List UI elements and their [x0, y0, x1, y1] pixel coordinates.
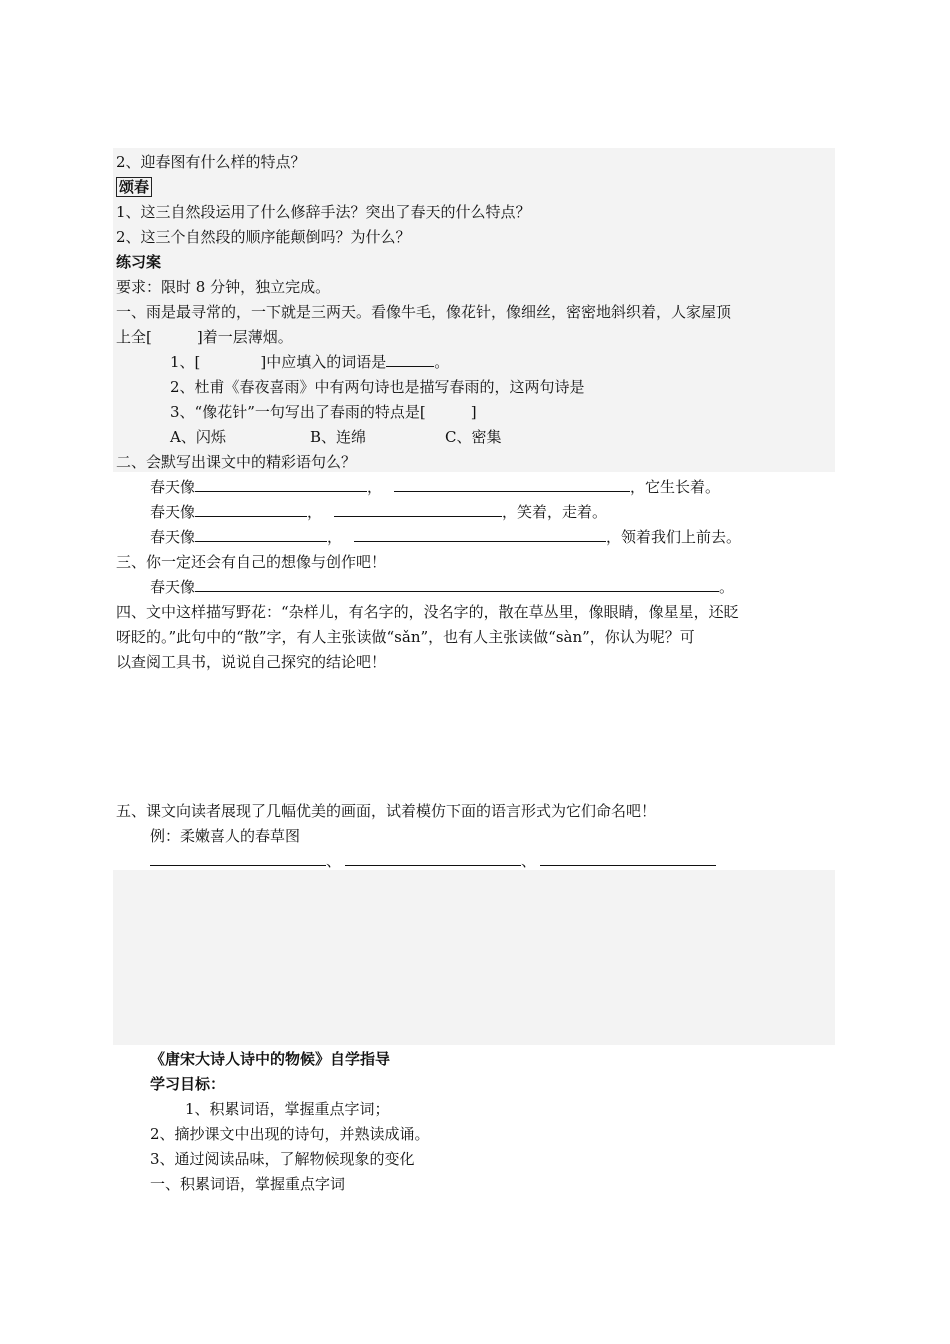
answer-blank[interactable] [195, 577, 719, 592]
goal-1: 1、积累词语，掌握重点字词； [185, 1100, 390, 1118]
answer-blank[interactable] [195, 502, 307, 517]
goal-3: 3、通过阅读品味，了解物候现象的变化 [150, 1150, 415, 1168]
answer-blank[interactable] [540, 851, 716, 866]
goal-2: 2、摘抄课文中出现的诗句，并熟读成诵。 [150, 1125, 430, 1143]
fill-line-1: 春天像 ， ，它生长着。 [150, 478, 721, 496]
sub-question-2: 2、杜甫《春夜喜雨》中有两句诗也是描写春雨的，这两句诗是 [170, 378, 585, 396]
answer-blank[interactable] [150, 851, 326, 866]
question-4-line-a: 四、文中这样描写野花：“杂样儿，有名字的，没名字的，散在草丛里，像眼睛，像星星，还眨 [116, 603, 739, 621]
answer-blank[interactable] [345, 851, 521, 866]
section-1-heading: 一、积累词语，掌握重点字词 [150, 1175, 346, 1193]
songchun-question-1: 1、这三自然段运用了什么修辞手法？突出了春天的什么特点？ [116, 203, 531, 221]
fill-line-4: 春天像 。 [150, 578, 735, 596]
shaded-region-bottom [113, 870, 835, 1045]
passage-1-line-a: 一、雨是最寻常的，一下就是三两天。看像牛毛，像花针，像细丝，密密地斜织着，人家屋顶 [116, 303, 732, 321]
option-c: C、密集 [445, 428, 502, 446]
question-2: 二、会默写出课文中的精彩语句么？ [116, 453, 357, 471]
question-4-line-b: 呀眨的。”此句中的“散”字，有人主张读做“sǎn”，也有人主张读做“sàn”，你认为呢？可 [116, 628, 695, 646]
fill-line-5: 、 、 [150, 851, 716, 871]
answer-blank[interactable] [386, 352, 434, 367]
question-4-line-c: 以查阅工具书，说说自己探究的结论吧！ [116, 653, 387, 671]
question-5: 五、课文向读者展现了几幅优美的画面，试着模仿下面的语言形式为它们命名吧！ [116, 802, 657, 820]
sub-question-3: 3、“像花针”一句写出了春雨的特点是[ ] [170, 403, 477, 421]
guide-title: 《唐宋大诗人诗中的物候》自学指导 [150, 1050, 391, 1068]
requirement-text: 要求：限时 8 分钟，独立完成。 [116, 278, 331, 296]
fill-line-3: 春天像 ， ，领着我们上前去。 [150, 528, 742, 546]
question-3: 三、你一定还会有自己的想像与创作吧！ [116, 553, 387, 571]
answer-blank[interactable] [195, 477, 367, 492]
option-b: B、连绵 [310, 428, 367, 446]
section-heading-songchun: 颂春 [116, 177, 152, 197]
option-a: A、闪烁 [170, 428, 226, 446]
question-5-example: 例：柔嫩喜人的春草图 [150, 827, 301, 845]
sub-question-1: 1、[ ]中应填入的词语是 。 [170, 353, 450, 371]
answer-blank[interactable] [354, 527, 606, 542]
songchun-question-2: 2、这三个自然段的顺序能颠倒吗？为什么？ [116, 228, 411, 246]
fill-line-2: 春天像 ， ，笑着，走着。 [150, 503, 608, 521]
passage-1-line-b: 上全[ ]着一层薄烟。 [116, 328, 293, 346]
answer-blank[interactable] [394, 477, 630, 492]
goal-title: 学习目标： [150, 1075, 226, 1093]
answer-blank[interactable] [195, 527, 327, 542]
answer-blank[interactable] [334, 502, 502, 517]
question-chunying: 2、迎春图有什么样的特点？ [116, 153, 306, 171]
section-heading-lianxi: 练习案 [116, 253, 162, 271]
